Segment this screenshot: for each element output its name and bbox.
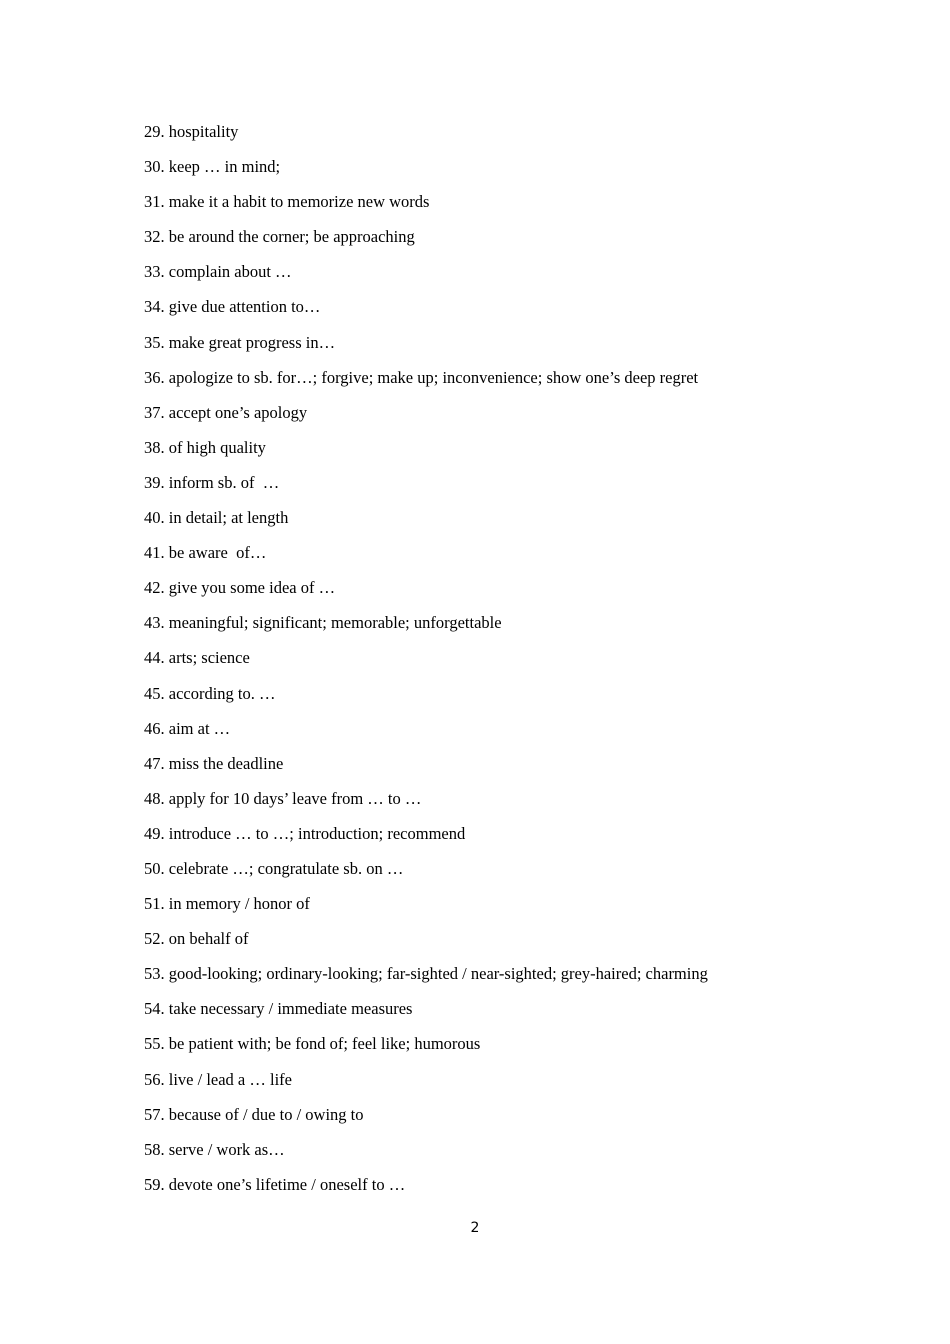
list-item: 43. meaningful; significant; memorable; unforgettable: [144, 613, 502, 633]
list-item: 39. inform sb. of …: [144, 472, 280, 492]
list-item: 49. introduce … to …; introduction; recommend: [144, 823, 466, 843]
list-item: 53. good-looking; ordinary-looking; far-sighted / near-sighted; grey-haired; charming: [144, 964, 708, 984]
vocabulary-list: [144, 122, 708, 1210]
list-item: 54. take necessary / immediate measures: [144, 999, 413, 1019]
list-item: 42. give you some idea of …: [144, 578, 336, 598]
list-item: 59. devote one’s lifetime / oneself to …: [144, 1174, 406, 1194]
list-item: 55. be patient with; be fond of; feel like; humorous: [144, 1034, 481, 1054]
list-item: 51. in memory / honor of: [144, 894, 310, 914]
list-item: 57. because of / due to / owing to: [144, 1104, 364, 1124]
list-item: 58. serve / work as…: [144, 1139, 285, 1159]
list-item: 38. of high quality: [144, 437, 266, 457]
list-item: 34. give due attention to…: [144, 297, 321, 317]
list-item: 40. in detail; at length: [144, 508, 289, 528]
list-item: 31. make it a habit to memorize new words: [144, 192, 430, 212]
list-item: 33. complain about …: [144, 262, 292, 282]
list-item: 48. apply for 10 days’ leave from … to …: [144, 788, 422, 808]
list-item: 36. apologize to sb. for…; forgive; make up; inconvenience; show one’s deep regret: [144, 367, 699, 387]
list-item: 29. hospitality: [144, 122, 239, 141]
list-item: 45. according to. …: [144, 683, 276, 703]
list-item: 32. be around the corner; be approaching: [144, 227, 415, 247]
list-item: 30. keep … in mind;: [144, 157, 281, 177]
page-number: 2: [470, 1220, 480, 1236]
list-item: 41. be aware of…: [144, 543, 267, 563]
list-item: 44. arts; science: [144, 648, 250, 668]
list-item: 47. miss the deadline: [144, 753, 284, 773]
list-item: 46. aim at …: [144, 718, 231, 738]
list-item: 37. accept one’s apology: [144, 402, 308, 422]
list-item: 52. on behalf of: [144, 929, 249, 949]
list-item: 35. make great progress in…: [144, 332, 336, 352]
list-item: 56. live / lead a … life: [144, 1069, 292, 1089]
list-item: 50. celebrate …; congratulate sb. on …: [144, 858, 404, 878]
